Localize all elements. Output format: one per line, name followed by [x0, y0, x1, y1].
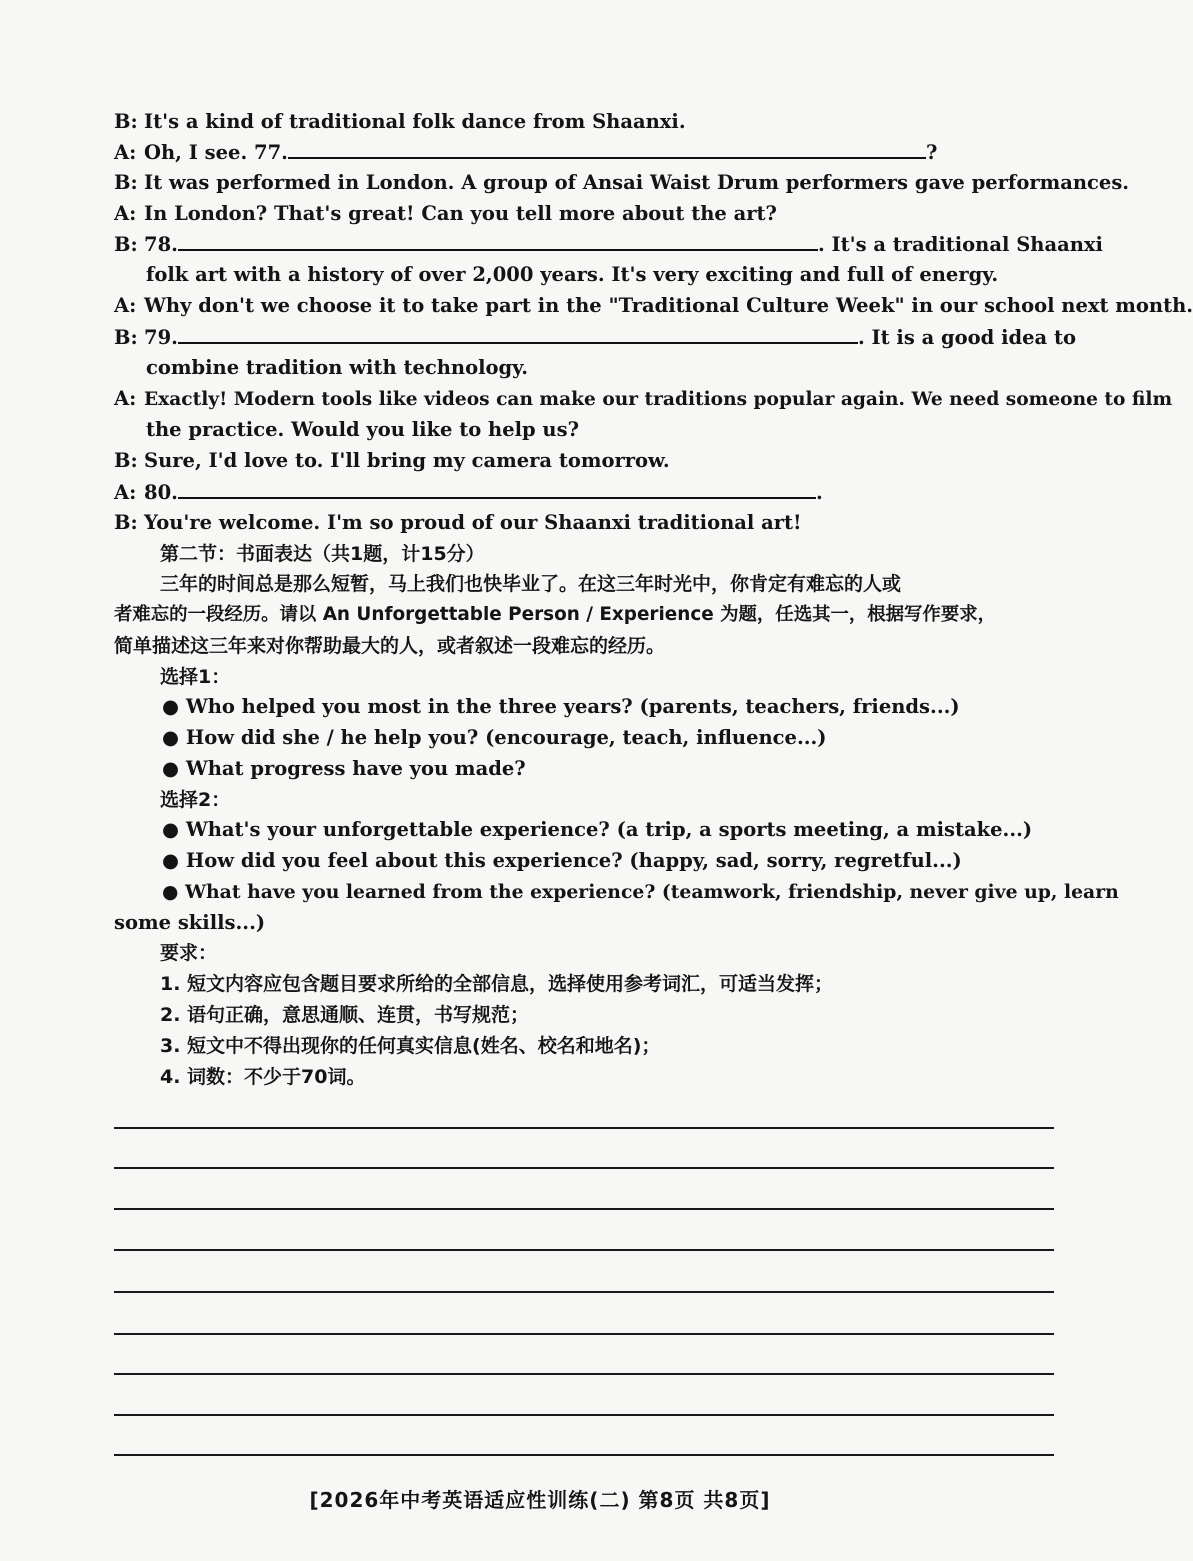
speaker-label: A: — [114, 294, 137, 317]
writing-intro: 者难忘的一段经历。请以 An Unforgettable Person / Experience 为题，任选其一，根据写作要求， — [114, 604, 996, 625]
requirement-item: 1. 短文内容应包含题目要求所给的全部信息，选择使用参考词汇，可适当发挥； — [160, 973, 834, 995]
dialogue-line — [114, 137, 1054, 168]
question-number: 78. — [144, 233, 178, 256]
dialogue-text: You're welcome. I'm so proud of our Shaanxi traditional art! — [144, 511, 802, 534]
bullet-icon: ● — [162, 818, 186, 841]
speaker-label: A: — [114, 141, 137, 164]
option-1-label: 选择1： — [160, 666, 231, 688]
writing-line[interactable] — [114, 1373, 1054, 1375]
speaker-label: B: — [114, 171, 138, 194]
question-suffix: . It's a traditional Shaanxi — [817, 233, 1103, 256]
writing-line[interactable] — [114, 1414, 1054, 1416]
option-1-item: ● What progress have you made? — [162, 757, 526, 780]
requirements-label: 要求： — [160, 942, 218, 964]
question-number: 79. — [144, 326, 178, 349]
speaker-label: A: — [114, 481, 137, 504]
dialogue-line — [114, 229, 1103, 260]
dialogue-text: Why don't we choose it to take part in the "Traditional Culture Week" in our school next month. — [144, 294, 1193, 317]
writing-line[interactable] — [114, 1249, 1054, 1251]
writing-intro: 三年的时间总是那么短暂，马上我们也快毕业了。在这三年时光中，你肯定有难忘的人或 — [160, 573, 902, 595]
dialogue-continuation: folk art with a history of over 2,000 years. It's very exciting and full of energy. — [146, 263, 999, 286]
writing-line[interactable] — [114, 1208, 1054, 1210]
bullet-icon: ● — [162, 849, 186, 872]
dialogue-line — [114, 508, 1054, 538]
option-2-item: ● What have you learned from the experience? (teamwork, friendship, never give up, learn — [162, 881, 1119, 903]
option-1-item: ● How did she / he help you? (encourage, teach, influence...) — [162, 726, 827, 749]
speaker-label: A: — [114, 202, 137, 225]
dialogue-text: It was performed in London. A group of Ansai Waist Drum performers gave performances. — [144, 171, 1130, 194]
writing-line[interactable] — [114, 1291, 1054, 1293]
requirement-item: 3. 短文中不得出现你的任何真实信息(姓名、校名和地名)； — [160, 1035, 661, 1057]
answer-blank-77[interactable] — [288, 137, 926, 159]
requirement-item: 4. 词数：不少于70词。 — [160, 1066, 366, 1088]
dialogue-text: In London? That's great! Can you tell more about the art? — [144, 202, 777, 225]
dialogue-text: It's a kind of traditional folk dance from Shaanxi. — [144, 110, 686, 133]
dialogue-continuation: combine tradition with technology. — [146, 356, 529, 379]
dialogue-line — [114, 199, 1054, 229]
dialogue-text: Sure, I'd love to. I'll bring my camera tomorrow. — [144, 449, 670, 472]
option-2-continuation: some skills...) — [114, 911, 266, 934]
question-suffix: . — [815, 481, 823, 504]
writing-line[interactable] — [114, 1454, 1054, 1456]
speaker-label: B: — [114, 511, 138, 534]
dialogue-line — [114, 384, 1173, 415]
writing-line[interactable] — [114, 1333, 1054, 1335]
dialogue-line — [114, 322, 1076, 353]
option-1-item: ● Who helped you most in the three years? (parents, teachers, friends...) — [162, 695, 960, 718]
dialogue-line — [114, 446, 1054, 476]
section-heading: 第二节：书面表达（共1题，计15分） — [160, 543, 485, 565]
dialogue-line — [114, 107, 1054, 137]
bullet-icon: ● — [162, 881, 185, 903]
option-2-item: ● What's your unforgettable experience? (a trip, a sports meeting, a mistake...) — [162, 818, 1033, 841]
question-suffix: . It is a good idea to — [857, 326, 1076, 349]
option-2-label: 选择2： — [160, 789, 231, 811]
dialogue-line — [114, 477, 1054, 508]
speaker-label: B: — [114, 110, 138, 133]
answer-blank-78[interactable] — [178, 229, 818, 251]
bullet-icon: ● — [162, 695, 186, 718]
question-number: 80. — [144, 481, 178, 504]
page-footer: [2026年中考英语适应性训练(二) 第8页 共8页] — [309, 1488, 771, 1512]
option-2-item: ● How did you feel about this experience? (happy, sad, sorry, regretful...) — [162, 849, 962, 872]
speaker-label: A: — [114, 387, 137, 410]
question-number: Oh, I see. 77. — [144, 141, 288, 164]
answer-blank-79[interactable] — [178, 322, 858, 344]
speaker-label: B: — [114, 326, 138, 349]
bullet-icon: ● — [162, 757, 186, 780]
question-suffix: ? — [925, 141, 938, 164]
writing-line[interactable] — [114, 1167, 1054, 1169]
dialogue-text: Exactly! Modern tools like videos can make our traditions popular again. We need someone to film — [144, 389, 1173, 410]
writing-intro: 简单描述这三年来对你帮助最大的人，或者叙述一段难忘的经历。 — [114, 635, 666, 657]
dialogue-line — [114, 168, 1130, 198]
bullet-icon: ● — [162, 726, 186, 749]
dialogue-line — [114, 291, 1193, 321]
speaker-label: B: — [114, 449, 138, 472]
speaker-label: B: — [114, 233, 138, 256]
writing-line[interactable] — [114, 1127, 1054, 1129]
answer-blank-80[interactable] — [178, 477, 816, 499]
requirement-item: 2. 语句正确，意思通顺、连贯，书写规范； — [160, 1004, 530, 1026]
dialogue-continuation: the practice. Would you like to help us? — [146, 418, 580, 441]
